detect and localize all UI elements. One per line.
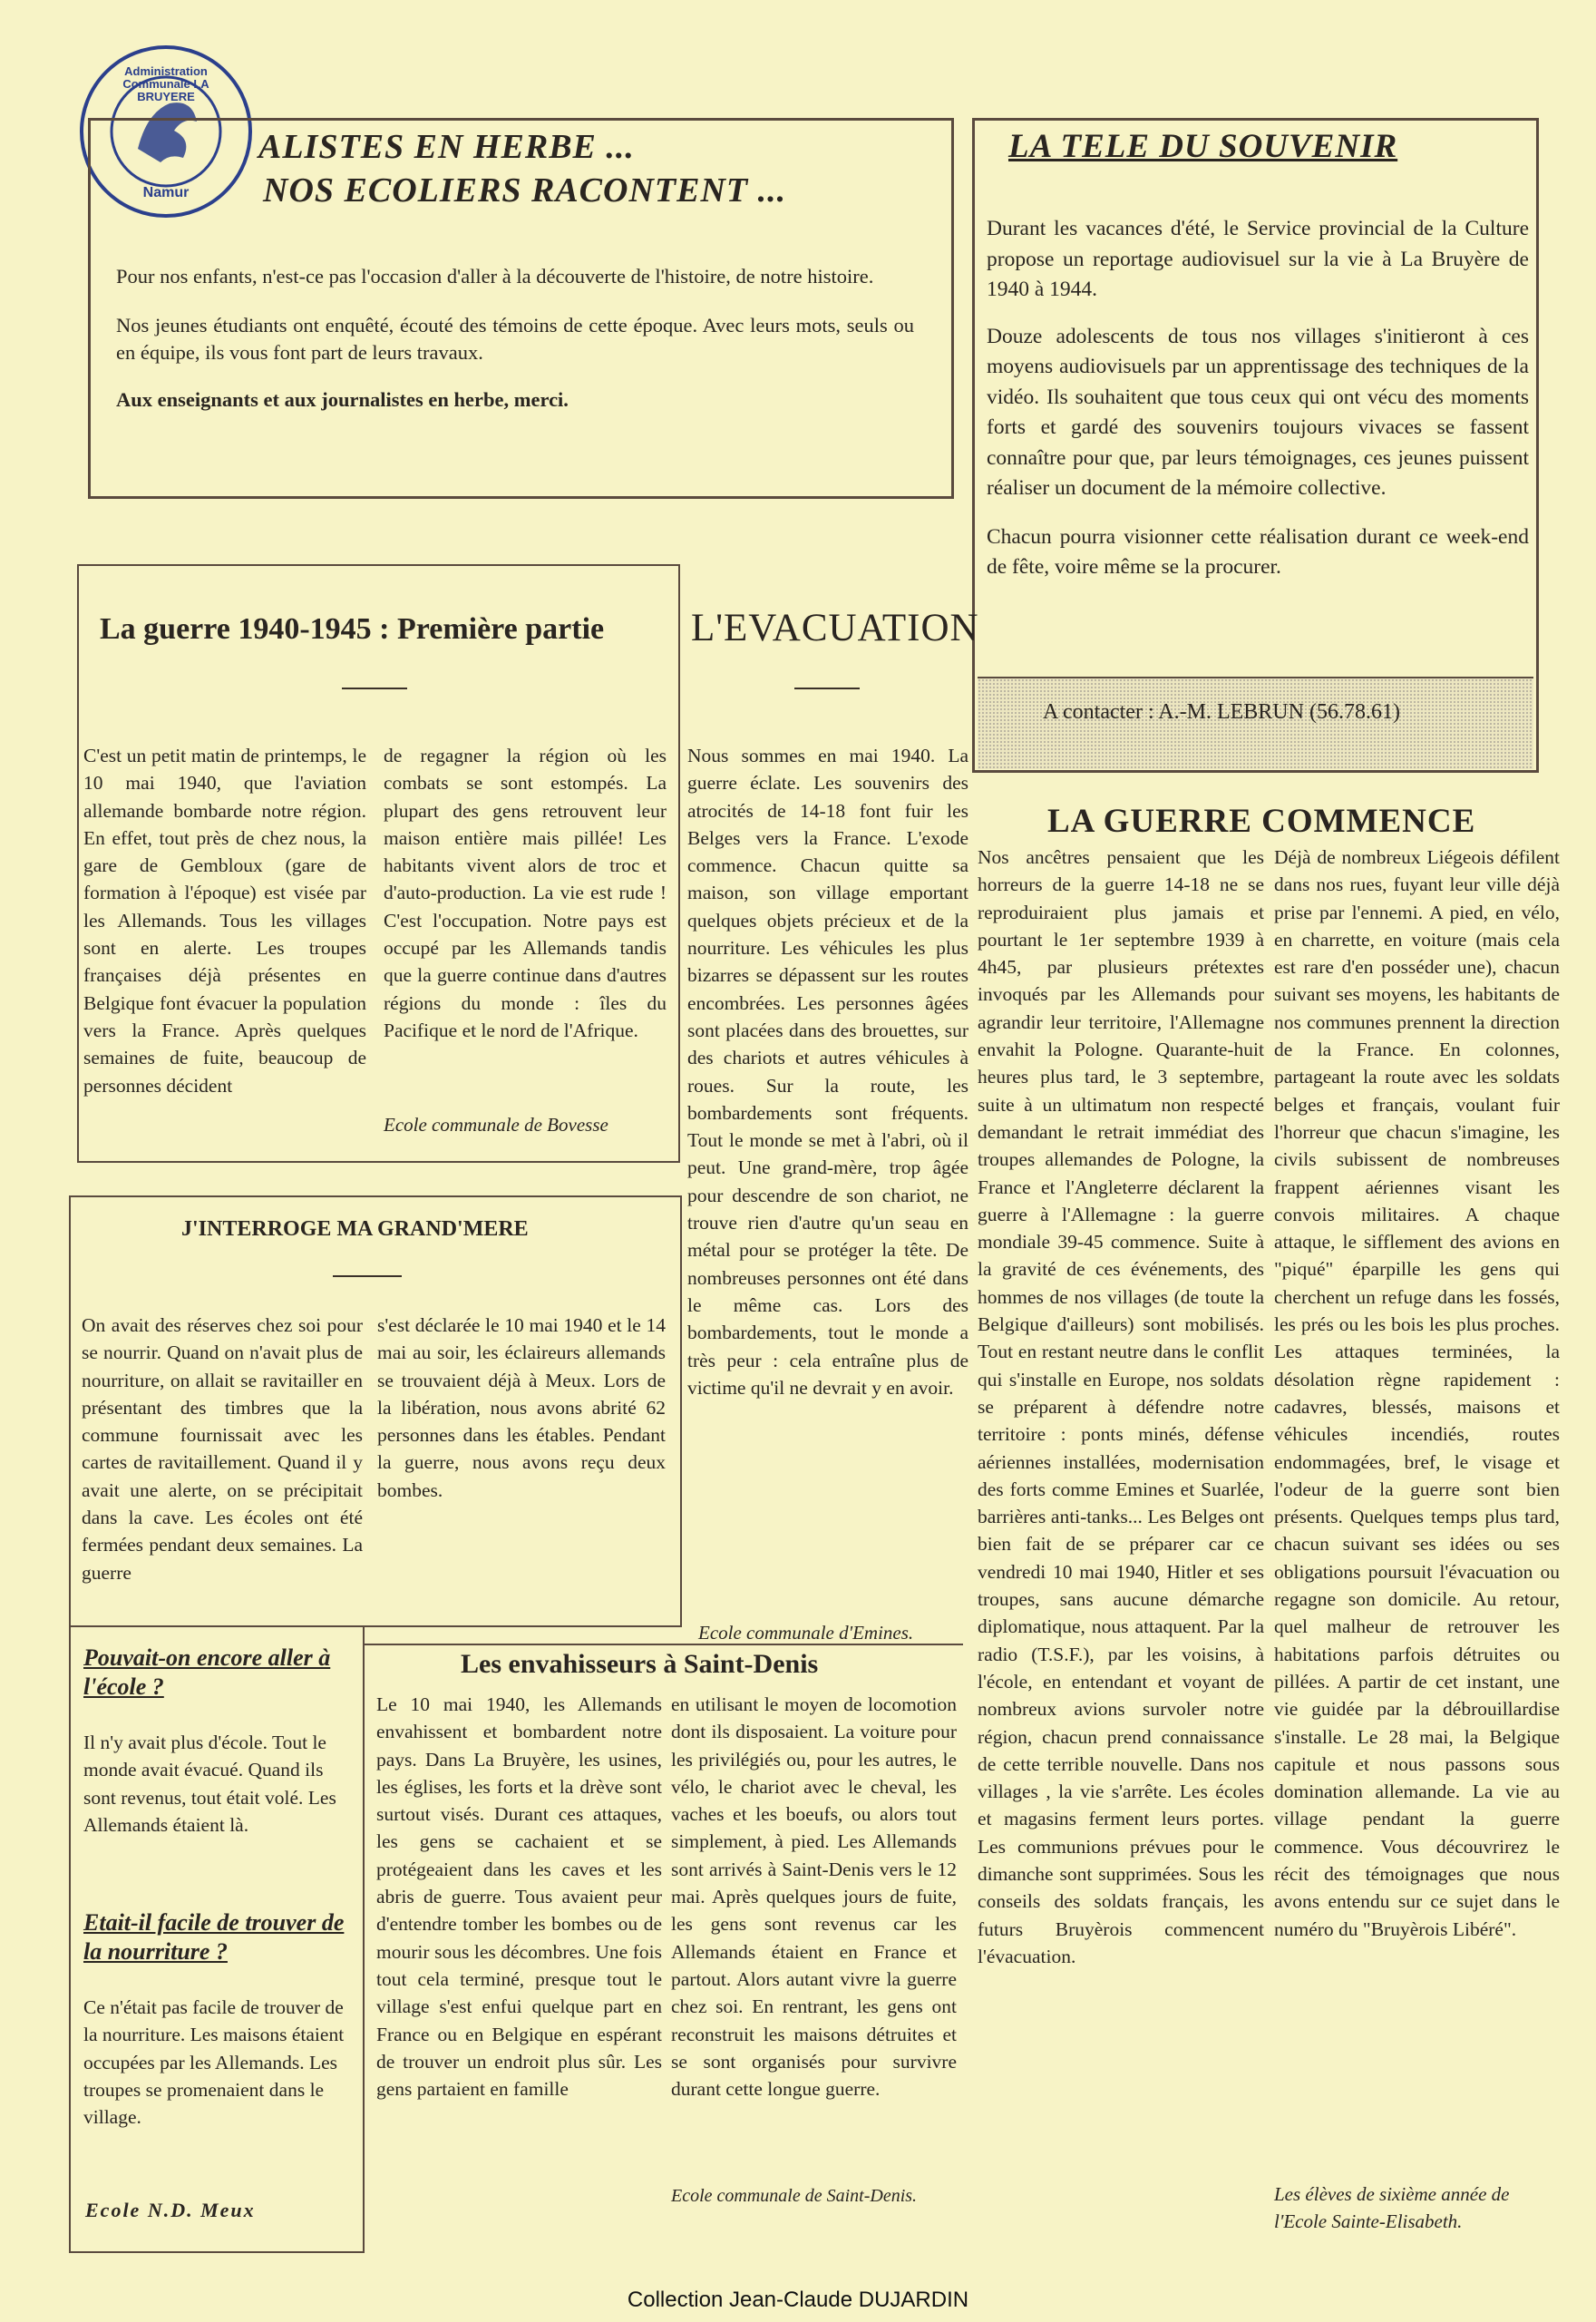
stdenis-signature: Ecole communale de Saint-Denis. [671, 2186, 918, 2206]
stdenis-top-rule [365, 1644, 963, 1645]
journalistes-body [116, 263, 914, 414]
commence-col2: Déjà de nombreux Liégeois défilent dans nos rues, fuyant leur ville déjà prise par l'ennemi. A pied, en vélo, en charrette, en voiture (mais cela est rare d'en posséder une), chacun suivant ses moyens, les habitants de nos communes prennent la direction de la France. En colonnes, partageant la route avec les soldats belges et français, voulant fuir l'horreur que chacun s'imagine, les civils subissent de nombreuses frappent aériennes visant les convois militaires. A chaque attaque, le sifflement des avions en "piqué" éparpille les gens qui cherchent un refuge dans les fossés, les prés ou les bois les plus proches. Les attaques terminées, la désolation règne rapidement : cadavres, blessés, maisons et véhicules incendiés, routes endommagées, bref, le visage et l'odeur de la guerre sont bien présents. Quelques temps plus tard, chacun suivant ses idées ou ses obligations poursuit l'évacuation ou regagne son domicile. Au retour, quel malheur de retrouver les habitations parfois détruites ou pillées. A partir de cet instant, une vie guidée par la débrouillardise s'installe. Le 28 mai, la Belgique capitule et nous passons sous domination allemande. La vie au village pendant la guerre commence. Vous découvrirez le récit des témoignages que nous avons entendu sur ce sujet dans le numéro du "Bruyèrois Libéré". [1274, 846, 1560, 1940]
stdenis-col1: Le 10 mai 1940, les Allemands envahissent et bombardent notre pays. Dans La Bruyère, les usines, les églises, les forts et la drève sont surtout visés. Durant ces attaques, les gens se cachaient et se protégeaient dans les caves et les abris de guerre. Tous avaient peur d'entendre tomber les bombes ou de mourir sous les décombres. Une fois tout cela terminé, presque tout le village s'est enfui quelque part en France ou en Belgique en espérant de trouver un endroit plus sûr. Les gens partaient en famille [376, 1693, 662, 2101]
grandmere-col2: s'est déclarée le 10 mai 1940 et le 14 mai au soir, les éclaireurs allemands se trouvaient déjà à Meux. Lors de la libération, nous avons abrité 62 personnes dans les étables. Pendant la guerre, nous avons reçu deux bombes. [377, 1314, 666, 1501]
ecole-answer-2: Ce n'était pas facile de trouver de la nourriture. Les maisons étaient occupées par les Allemands. Les troupes se promenaient dans le village. [83, 1996, 345, 2129]
evacuation-signature: Ecole communale d'Emines. [698, 1622, 914, 1644]
tele-body [987, 214, 1529, 583]
stamp-bottom-text: Namur [142, 185, 190, 200]
tele-p1: Durant les vacances d'été, le Service provincial de la Culture propose un reportage audiovisuel sur la vie à La Bruyère de 1940 à 1944. [987, 217, 1529, 301]
stdenis-col2: en utilisant le moyen de locomotion dont ils disposaient. La voiture pour les privilégiés ou, pour les autres, le vélo, le chariot avec le cheval, les vaches et les boeufs, ou alors tout simplement, à pied. Les Allemands sont arrivés à Saint-Denis vers le 12 mai. Après quelques jours de fuite, les gens sont revenus car les Allemands étaient en France et partout. Alors autant vivre la guerre chez soi. En rentrant, les gens ont reconstruit les maisons détruites et se sont organisés pour survivre durant cette longue guerre. [671, 1693, 957, 2101]
journalistes-title-line1: ALISTES EN HERBE ... [258, 128, 635, 166]
tele-p2: Douze adolescents de tous nos villages s'initieront à ces moyens audiovisuels par un apprentissage des techniques de la vidéo. Ils souhaitent que tous ceux qui ont vécu des moments forts et gardé des souvenirs toujours vivaces se fassent connaître pour que, par leurs témoignages, ces jeunes puissent réaliser un document de la mémoire collective. [987, 324, 1529, 500]
commence-signature: Les élèves de sixième année de l'Ecole Sainte-Elisabeth. [1274, 2183, 1510, 2232]
grandmere-col1: On avait des réserves chez soi pour se nourrir. Quand on n'avait plus de nourriture, on allait se ravitailler en présentant des timbres que la commune fournissait avec les cartes de ravitaillement. Quand il y avait une alerte, on se précipitait dans la cave. Les écoles ont été fermées pendant deux semaines. La guerre [82, 1314, 363, 1584]
grandmere-title: J'INTERROGE MA GRAND'MERE [181, 1217, 529, 1241]
stamp-arc-text: Administration Communale LA BRUYERE [122, 64, 209, 103]
guerre-col2: de regagner la région où les combats se sont estompés. La plupart des gens retrouvent leur maison entière mais pillée! Les habitants vivent alors de troc et d'auto-production. La vie est rude ! C'est l'occupation. Notre pays est occupé par les Allemands tandis que la guerre continue dans d'autres régions du monde : îles du Pacifique et le nord de l'Afrique. [384, 745, 667, 1041]
commence-col1: Nos ancêtres pensaient que les horreurs de la guerre 14-18 ne se reproduiraient plus jamais et pourtant le 1er septembre 1939 à 4h45, par plusieurs prétextes invoqués par les Allemands pour agrandir leur territoire, l'Allemagne envahit la Pologne. Quarante-huit heures plus tard, le 3 septembre, suite à un ultimatum non respecté demandant le retrait immédiat des troupes allemandes de Pologne, la France et l'Angleterre déclarent la guerre à l'Allemagne : la guerre mondiale 39-45 commence. Suite à la gravité de ces événements, des hommes de nos villages (de toute la Belgique d'ailleurs) sont mobilisés. Tout en restant neutre dans le conflit qui s'installe en Europe, nos soldats se préparent à défendre notre territoire : ponts minés, défense aériennes installées, modernisation des forts comme Emines et Suarlée, barrières anti-tanks... Les Belges ont bien fait de se préparer car ce vendredi 10 mai 1940, Hitler et ses troupes, sans aucune démarche diplomatique, nous attaquent. Par la radio (T.S.F.), par les voisins, à l'école, en entendant et voyant de nombreux avions survoler notre région, chacun prend connaissance de cette terrible nouvelle. Dans nos villages , la vie s'arrête. Les écoles et magasins ferment leurs portes. Les communions prévues pour le dimanche sont supprimées. Sous les conseils des soldats français, les futurs Bruyèrois commencent l'évacuation. [978, 846, 1264, 1967]
grandmere-divider [333, 1275, 402, 1277]
evacuation-text: Nous sommes en mai 1940. La guerre éclate. Les souvenirs des atrocités de 14-18 font fuir les Belges vers la France. L'exode commence. Chacun quitte sa maison, son village emportant quelques objets précieux et de la nourriture. Les véhicules les plus bizarres se dépassent sur les routes encombrées. Les personnes âgées sont placées dans des brouettes, sur des chariots et autres véhicules à roues. Sur la route, les bombardements sont fréquents. Tout le monde se met à l'abri, où il peut. Une grand-mère, trop âgée pour descendre de son chariot, ne trouve rien d'autre qu'un seau en métal pour se protéger la tête. De nombreuses personnes ont été dans le même cas. Lors des bombardements, tout le monde a très peur : cela entraîne plus de victime qu'il ne devrait y en avoir. [687, 745, 968, 1399]
guerre-divider [342, 688, 407, 689]
ecole-question-1: Pouvait-on encore aller à l'école ? [83, 1644, 331, 1700]
evacuation-title: L'EVACUATION [691, 607, 979, 649]
ecole-signature: Ecole N.D. Meux [85, 2199, 256, 2221]
guerre-col1: C'est un petit matin de printemps, le 10 mai 1940, que l'aviation allemande bombarde notre région. En effet, tout près de chez nous, la gare de Gembloux (gare de formation à l'époque) est visée par les Allemands. Tous les villages sont en alerte. Les troupes françaises déjà présentes en Belgique font évacuer la population vers la France. Après quelques semaines de fuite, beaucoup de personnes décident [83, 745, 366, 1097]
tele-p3: Chacun pourra visionner cette réalisation durant ce week-end de fête, voire même se la procurer. [987, 524, 1529, 579]
journalistes-p1: Pour nos enfants, n'est-ce pas l'occasion d'aller à la découverte de l'histoire, de notre histoire. [116, 265, 874, 288]
journalistes-p2: Nos jeunes étudiants ont enquêté, écouté des témoins de cette époque. Avec leurs mots, seuls ou en équipe, ils vous font part de leurs travaux. [116, 314, 914, 364]
guerre-signature: Ecole communale de Bovesse [384, 1114, 608, 1136]
guerre-title: La guerre 1940-1945 : Première partie [100, 612, 605, 646]
tele-title: LA TELE DU SOUVENIR [1008, 128, 1398, 165]
journalistes-p3: Aux enseignants et aux journalistes en herbe, merci. [116, 388, 569, 411]
ecole-question-2: Etait-il facile de trouver de la nourriture ? [83, 1909, 345, 1965]
journalistes-title-line2: NOS ECOLIERS RACONTENT ... [263, 171, 787, 210]
footer-collection: Collection Jean-Claude DUJARDIN [627, 2288, 969, 2312]
stdenis-title: Les envahisseurs à Saint-Denis [461, 1649, 819, 1679]
evacuation-divider [794, 688, 860, 689]
tele-contact: A contacter : A.-M. LEBRUN (56.78.61) [1043, 700, 1400, 724]
commence-title: LA GUERRE COMMENCE [1047, 803, 1476, 840]
ecole-answer-1: Il n'y avait plus d'école. Tout le monde avait évacué. Quand ils sont revenus, tout était volé. Les Allemands étaient là. [83, 1732, 336, 1836]
